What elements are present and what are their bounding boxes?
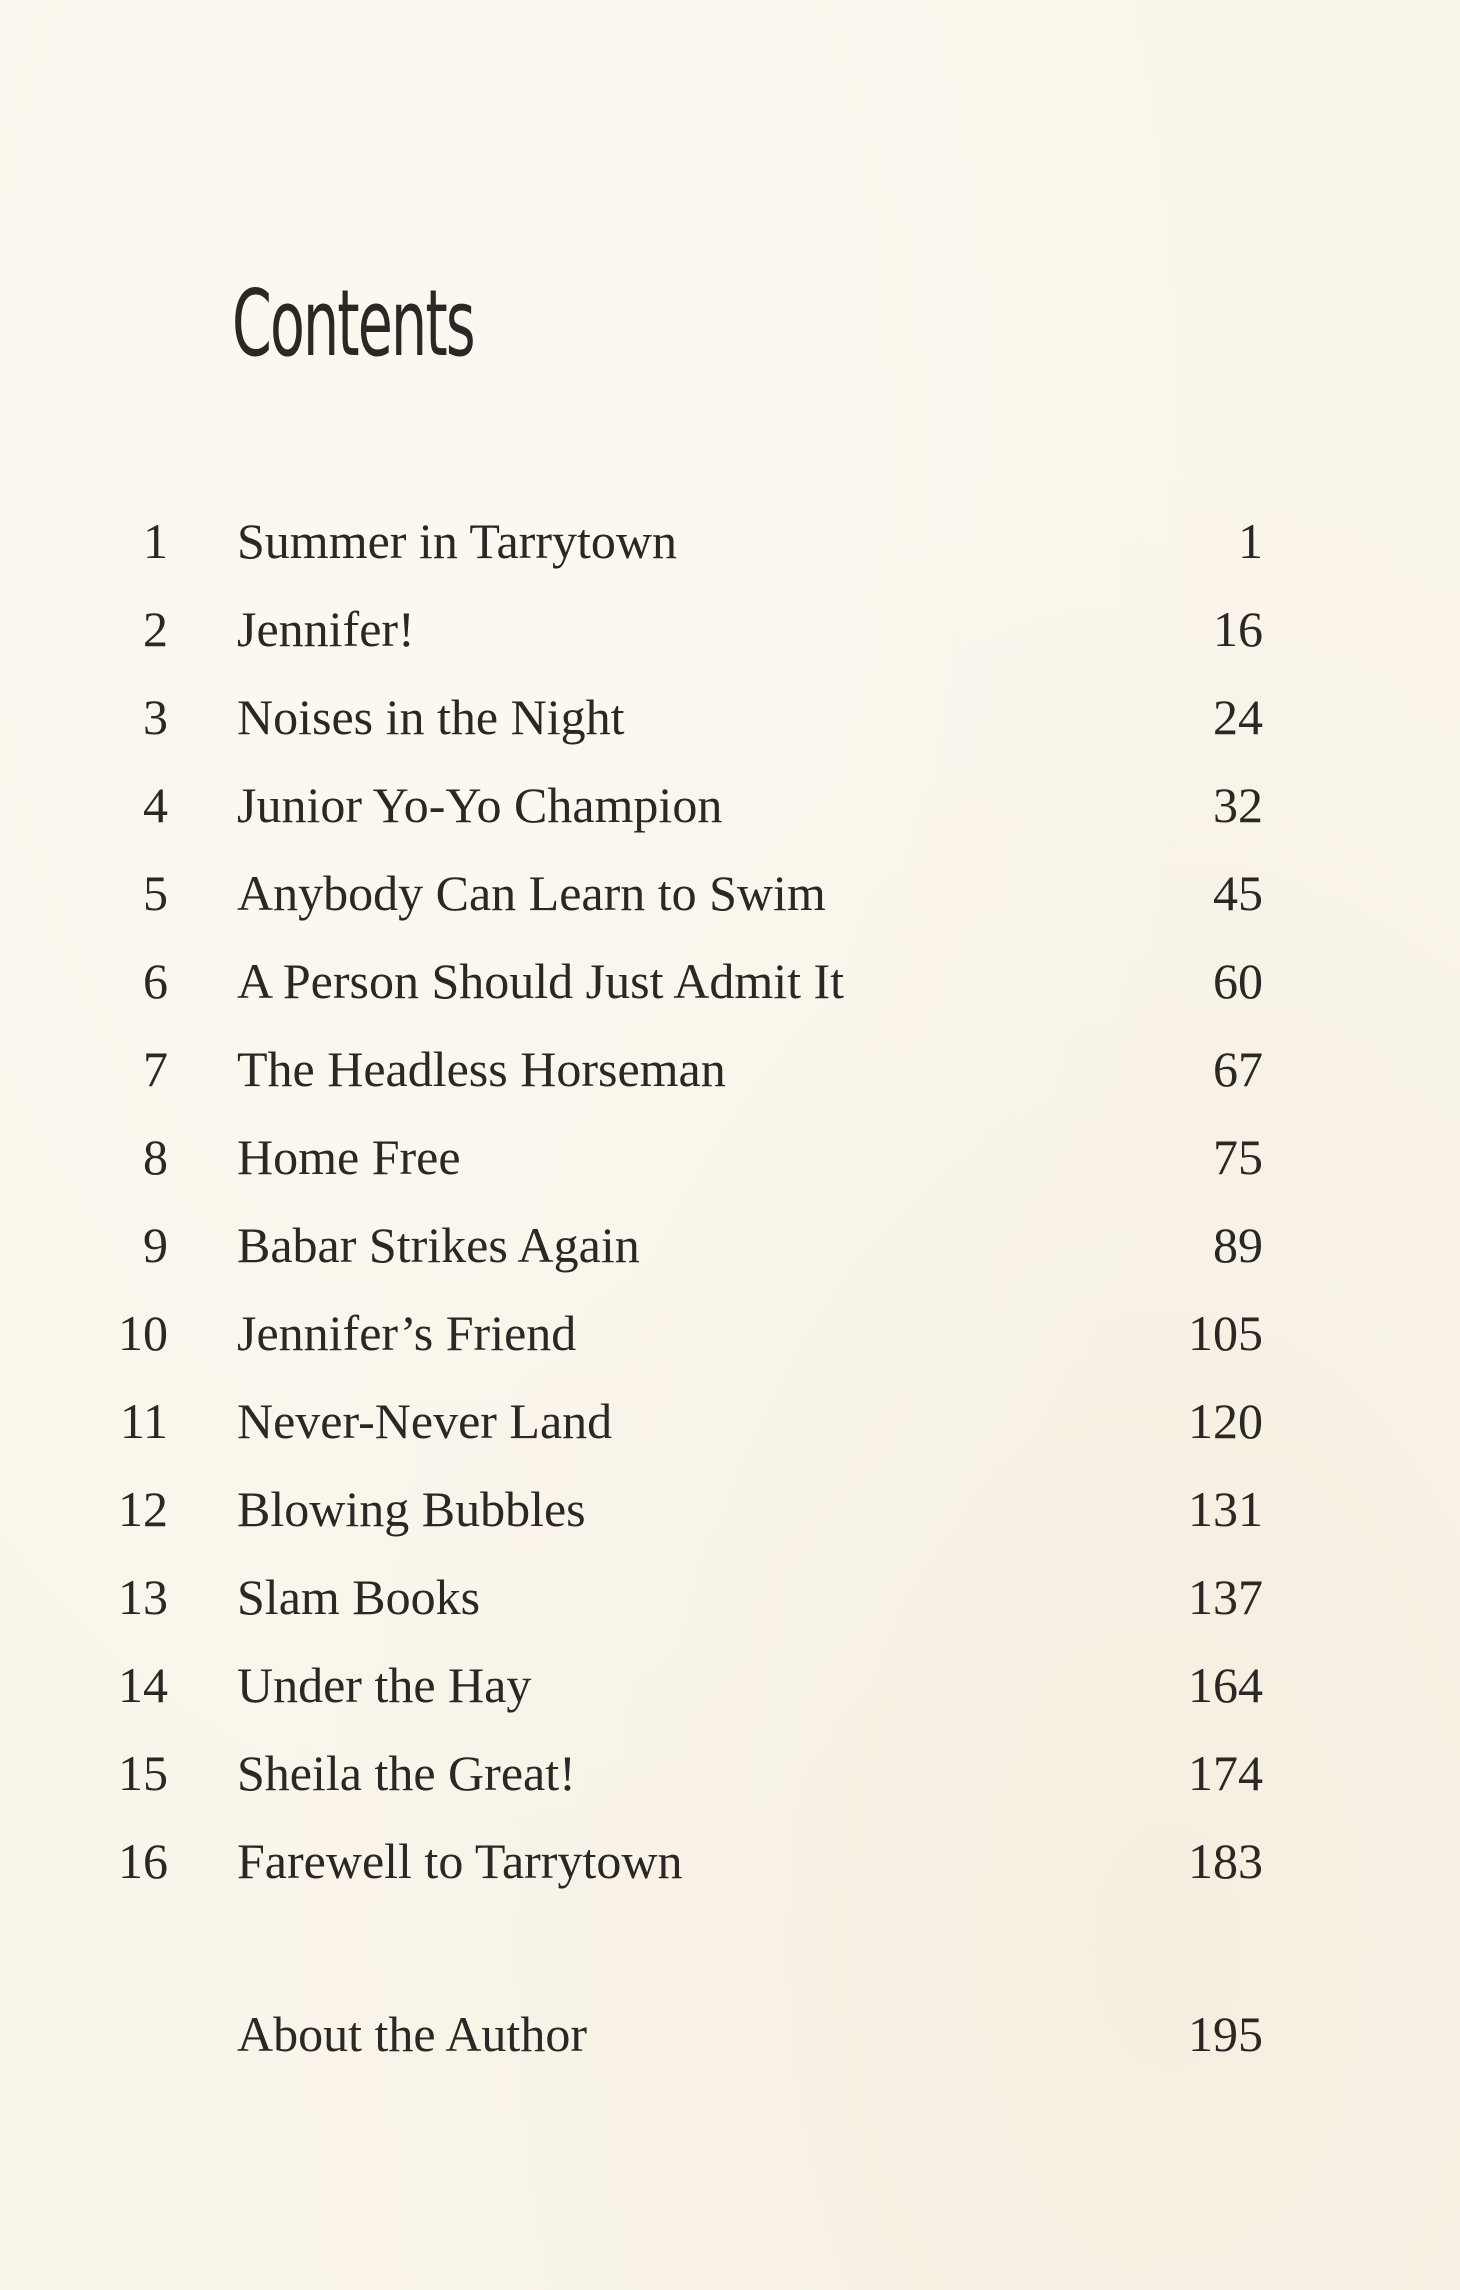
chapter-number: 12 bbox=[118, 1481, 168, 1537]
back-matter bbox=[0, 1990, 1460, 2078]
chapter-title: Jennifer! bbox=[237, 601, 415, 657]
chapter-number: 15 bbox=[118, 1745, 168, 1801]
toc-row bbox=[0, 1201, 1460, 1289]
chapter-page-number: 131 bbox=[1188, 1481, 1263, 1537]
chapter-page-number: 75 bbox=[1213, 1129, 1263, 1185]
chapter-page-number: 24 bbox=[1213, 689, 1263, 745]
chapter-number: 16 bbox=[118, 1833, 168, 1889]
chapter-title: Junior Yo-Yo Champion bbox=[237, 777, 723, 833]
chapter-title: Sheila the Great! bbox=[237, 1745, 576, 1801]
toc-row bbox=[0, 1289, 1460, 1377]
toc-row bbox=[0, 1817, 1460, 1905]
chapter-number: 11 bbox=[119, 1393, 168, 1449]
chapter-number: 1 bbox=[143, 513, 168, 569]
toc-row bbox=[0, 1641, 1460, 1729]
toc-row bbox=[0, 849, 1460, 937]
chapter-title: A Person Should Just Admit It bbox=[237, 953, 845, 1009]
chapter-number: 7 bbox=[143, 1041, 168, 1097]
chapter-number: 4 bbox=[143, 777, 168, 833]
toc-row bbox=[0, 1990, 1460, 2078]
back-matter-page-number: 195 bbox=[1188, 2006, 1263, 2062]
table-of-contents bbox=[0, 497, 1460, 1905]
chapter-number: 2 bbox=[143, 601, 168, 657]
toc-row bbox=[0, 761, 1460, 849]
chapter-page-number: 105 bbox=[1188, 1305, 1263, 1361]
chapter-number: 6 bbox=[143, 953, 168, 1009]
chapter-title: Slam Books bbox=[237, 1569, 481, 1625]
chapter-page-number: 137 bbox=[1188, 1569, 1263, 1625]
contents-heading: Contents bbox=[232, 270, 474, 377]
chapter-page-number: 120 bbox=[1188, 1393, 1263, 1449]
chapter-number: 9 bbox=[143, 1217, 168, 1273]
chapter-title: Babar Strikes Again bbox=[237, 1217, 640, 1273]
toc-row bbox=[0, 937, 1460, 1025]
chapter-page-number: 16 bbox=[1213, 601, 1263, 657]
toc-row bbox=[0, 1377, 1460, 1465]
chapter-page-number: 45 bbox=[1213, 865, 1263, 921]
chapter-number: 14 bbox=[118, 1657, 168, 1713]
chapter-page-number: 164 bbox=[1188, 1657, 1263, 1713]
chapter-title: Under the Hay bbox=[237, 1657, 532, 1713]
chapter-title: The Headless Horseman bbox=[237, 1041, 726, 1097]
chapter-title: Farewell to Tarrytown bbox=[237, 1833, 683, 1889]
chapter-title: Noises in the Night bbox=[237, 689, 625, 745]
chapter-number: 8 bbox=[143, 1129, 168, 1185]
chapter-number: 5 bbox=[143, 865, 168, 921]
toc-row bbox=[0, 1553, 1460, 1641]
chapter-title: Summer in Tarrytown bbox=[237, 513, 677, 569]
toc-row bbox=[0, 673, 1460, 761]
toc-row bbox=[0, 585, 1460, 673]
chapter-number: 13 bbox=[118, 1569, 168, 1625]
chapter-title: Never-Never Land bbox=[237, 1393, 613, 1449]
chapter-title: Anybody Can Learn to Swim bbox=[237, 865, 826, 921]
chapter-page-number: 67 bbox=[1213, 1041, 1263, 1097]
chapter-title: Blowing Bubbles bbox=[237, 1481, 586, 1537]
chapter-page-number: 32 bbox=[1213, 777, 1263, 833]
toc-row bbox=[0, 1465, 1460, 1553]
chapter-page-number: 174 bbox=[1188, 1745, 1263, 1801]
chapter-page-number: 60 bbox=[1213, 953, 1263, 1009]
toc-row bbox=[0, 1113, 1460, 1201]
chapter-title: Home Free bbox=[237, 1129, 461, 1185]
back-matter-title: About the Author bbox=[237, 2006, 587, 2062]
chapter-page-number: 89 bbox=[1213, 1217, 1263, 1273]
toc-row bbox=[0, 1729, 1460, 1817]
toc-row bbox=[0, 1025, 1460, 1113]
chapter-page-number: 1 bbox=[1238, 513, 1263, 569]
chapter-page-number: 183 bbox=[1188, 1833, 1263, 1889]
chapter-title: Jennifer’s Friend bbox=[237, 1305, 577, 1361]
toc-row bbox=[0, 497, 1460, 585]
chapter-number: 3 bbox=[143, 689, 168, 745]
chapter-number: 10 bbox=[118, 1305, 168, 1361]
